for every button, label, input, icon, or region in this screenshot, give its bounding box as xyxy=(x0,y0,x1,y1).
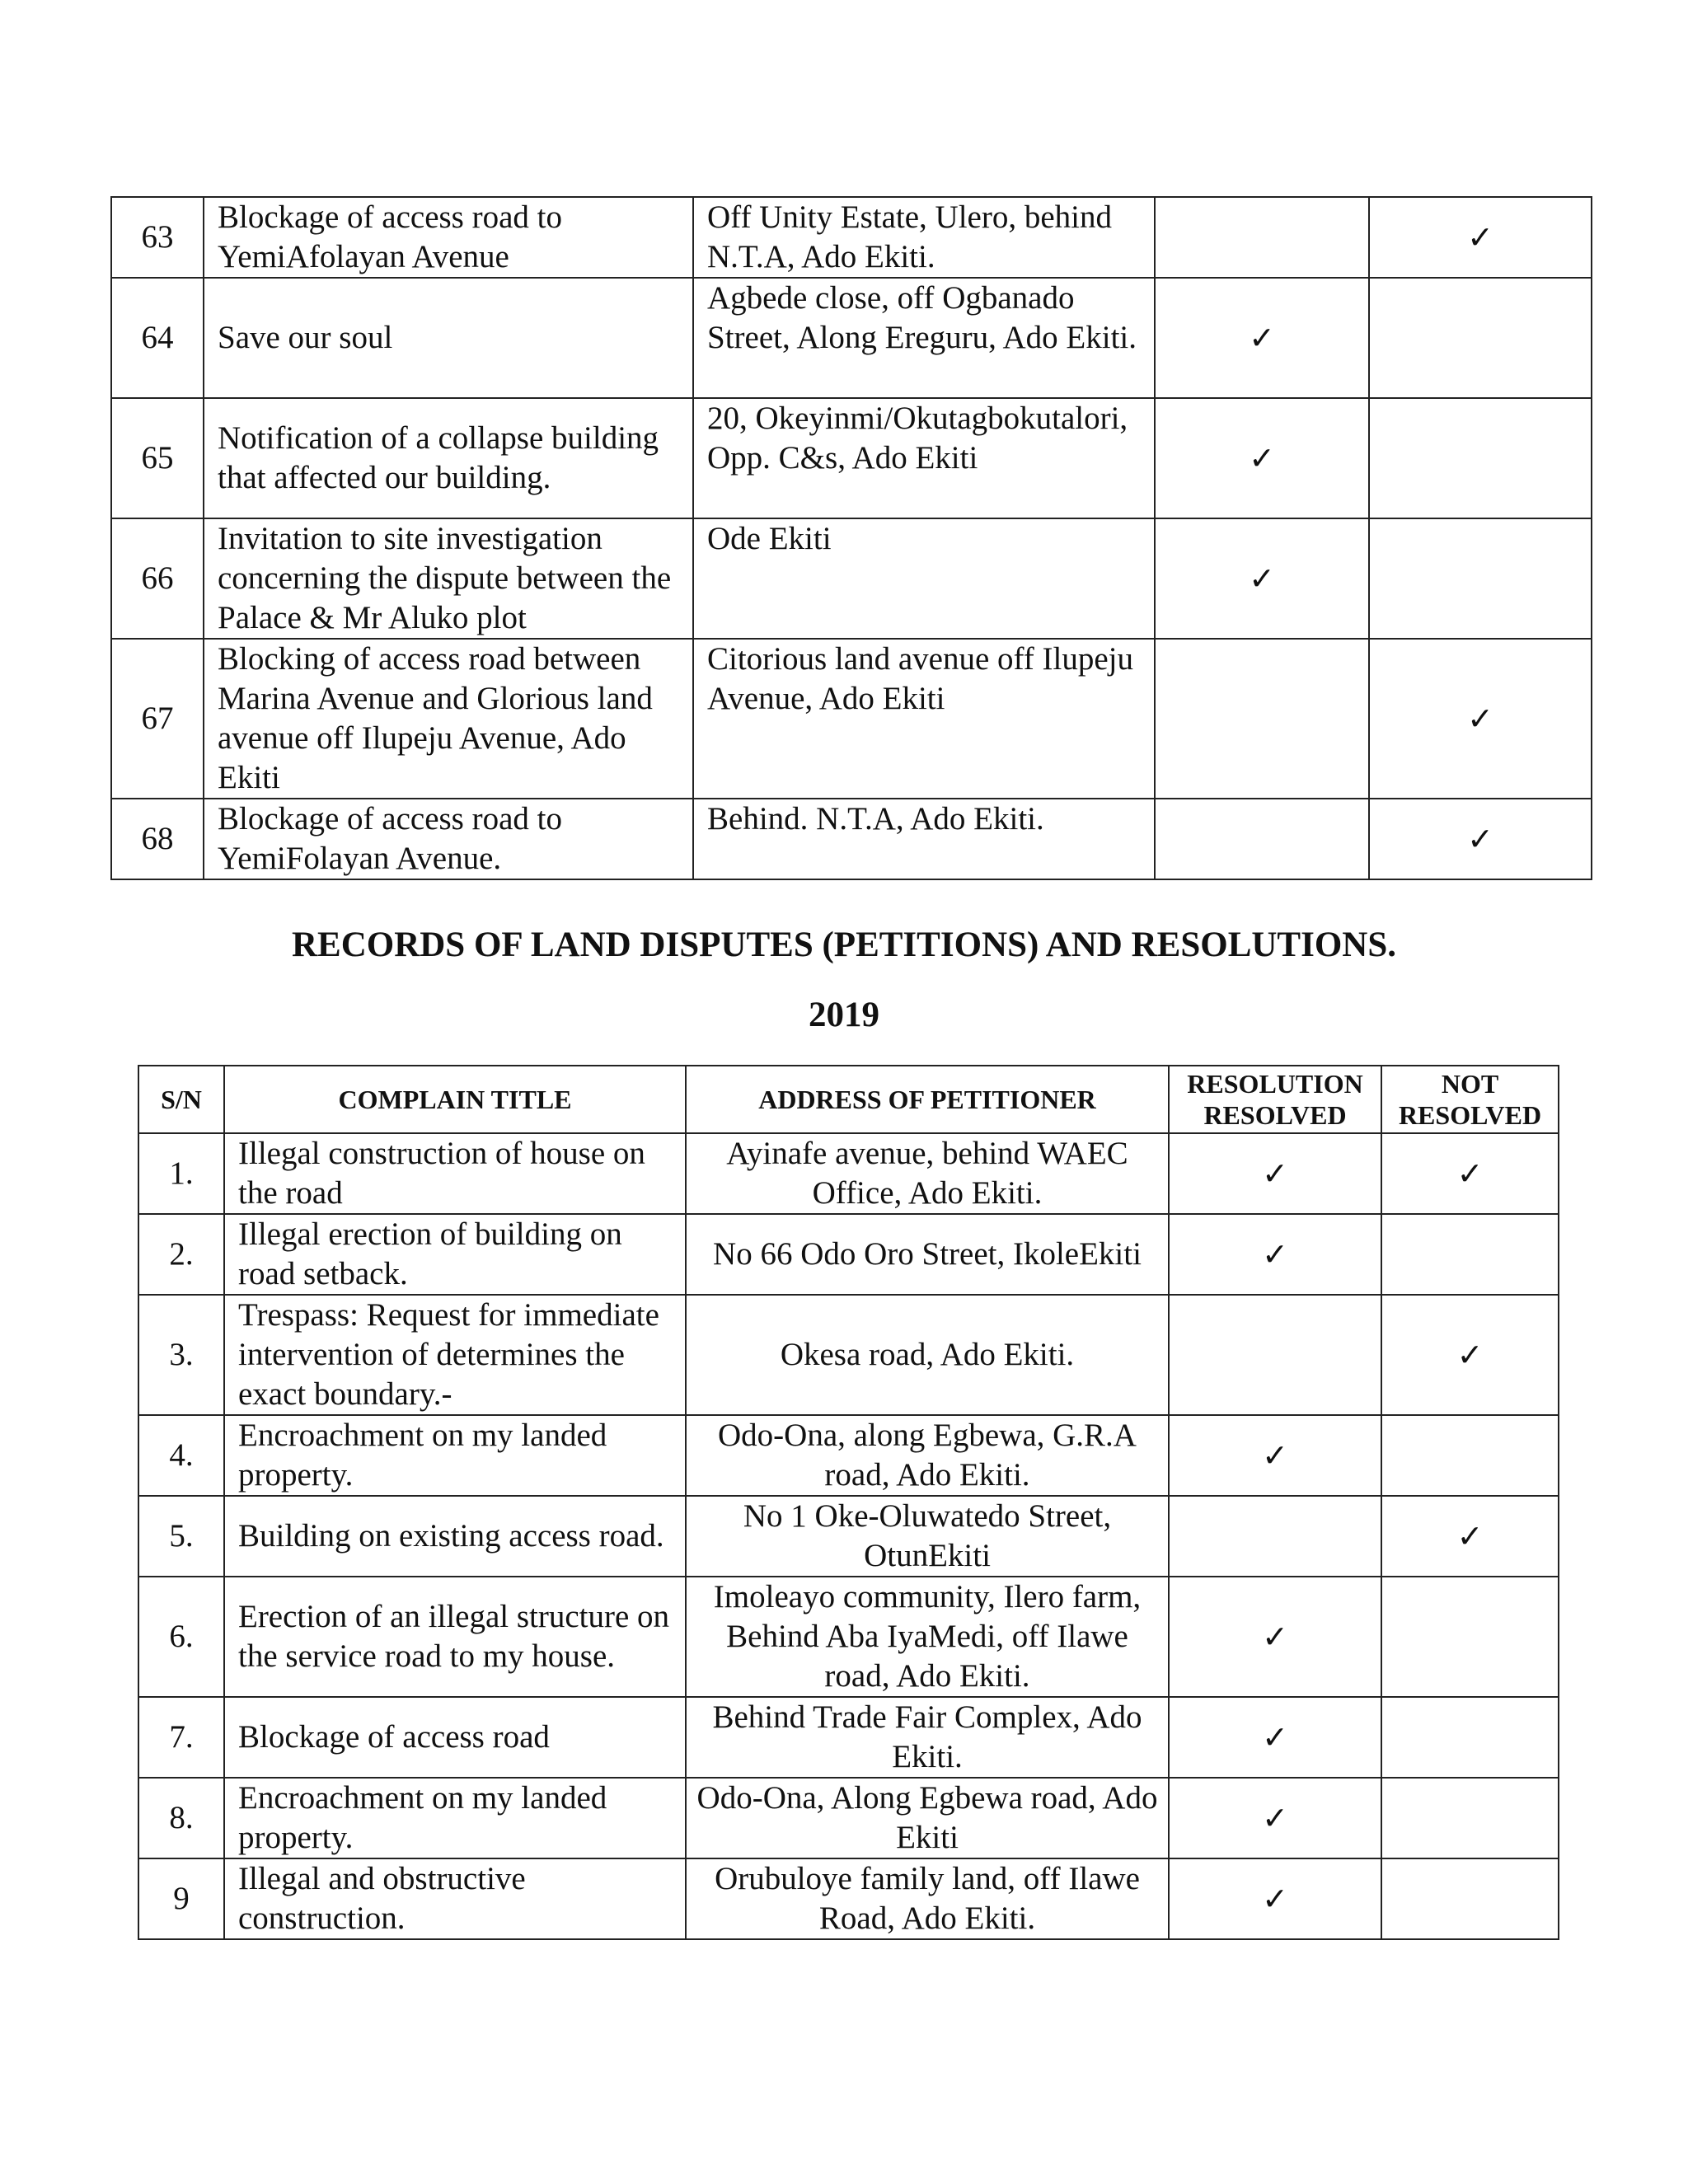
not-resolved-check-cell xyxy=(1369,278,1592,398)
address-cell: No 66 Odo Oro Street, IkoleEkiti xyxy=(686,1214,1169,1295)
not-resolved-check-cell xyxy=(1369,518,1592,639)
resolved-check-cell xyxy=(1155,197,1369,278)
table-row xyxy=(138,1858,1559,1939)
not-resolved-check-cell: ✓ xyxy=(1369,799,1592,879)
table-row xyxy=(111,639,1592,799)
complain-title-cell: Invitation to site investigation concerning the dispute between the Palace & Mr Aluko plot xyxy=(204,518,693,639)
sn-cell: 9 xyxy=(138,1858,224,1939)
table-row xyxy=(111,518,1592,639)
sn-cell: 2. xyxy=(138,1214,224,1295)
sn-cell: 7. xyxy=(138,1697,224,1778)
resolved-check-cell: ✓ xyxy=(1155,518,1369,639)
table-row xyxy=(111,197,1592,278)
address-cell: Ayinafe avenue, behind WAEC Office, Ado Ekiti. xyxy=(686,1133,1169,1214)
complain-title-cell: Trespass: Request for immediate intervention of determines the exact boundary.- xyxy=(224,1295,686,1415)
not-resolved-check-cell xyxy=(1381,1697,1559,1778)
table-row xyxy=(138,1496,1559,1577)
resolved-check-cell: ✓ xyxy=(1169,1415,1381,1496)
table-row xyxy=(138,1133,1559,1214)
resolved-check-cell: ✓ xyxy=(1155,278,1369,398)
petitions-table-continued xyxy=(110,196,1592,880)
address-cell: Odo-Ona, along Egbewa, G.R.A road, Ado Ekiti. xyxy=(686,1415,1169,1496)
not-resolved-check-cell: ✓ xyxy=(1381,1496,1559,1577)
table-row xyxy=(138,1778,1559,1858)
resolved-check-cell: ✓ xyxy=(1169,1858,1381,1939)
table-row xyxy=(111,278,1592,398)
header-address: ADDRESS OF PETITIONER xyxy=(686,1066,1169,1133)
resolved-check-cell xyxy=(1169,1496,1381,1577)
address-cell: Odo-Ona, Along Egbewa road, Ado Ekiti xyxy=(686,1778,1169,1858)
year-heading: 2019 xyxy=(809,996,879,1034)
sn-cell: 65 xyxy=(111,398,204,518)
resolved-check-cell: ✓ xyxy=(1169,1133,1381,1214)
sn-cell: 3. xyxy=(138,1295,224,1415)
complain-title-cell: Illegal construction of house on the road xyxy=(224,1133,686,1214)
sn-cell: 66 xyxy=(111,518,204,639)
table-row xyxy=(138,1295,1559,1415)
complain-title-cell: Blockage of access road xyxy=(224,1697,686,1778)
sn-cell: 1. xyxy=(138,1133,224,1214)
address-cell: Citorious land avenue off Ilupeju Avenue, Ado Ekiti xyxy=(693,639,1155,799)
address-cell: Behind. N.T.A, Ado Ekiti. xyxy=(693,799,1155,879)
table-row xyxy=(138,1697,1559,1778)
sn-cell: 4. xyxy=(138,1415,224,1496)
table-row xyxy=(111,398,1592,518)
resolved-check-cell: ✓ xyxy=(1169,1778,1381,1858)
address-cell: Agbede close, off Ogbanado Street, Along Ereguru, Ado Ekiti. xyxy=(693,278,1155,398)
address-cell: Ode Ekiti xyxy=(693,518,1155,639)
complain-title-cell: Encroachment on my landed property. xyxy=(224,1778,686,1858)
sn-cell: 64 xyxy=(111,278,204,398)
not-resolved-check-cell xyxy=(1369,398,1592,518)
not-resolved-check-cell xyxy=(1381,1778,1559,1858)
address-cell: Off Unity Estate, Ulero, behind N.T.A, Ado Ekiti. xyxy=(693,197,1155,278)
complain-title-cell: Illegal and obstructive construction. xyxy=(224,1858,686,1939)
sn-cell: 8. xyxy=(138,1778,224,1858)
resolved-check-cell: ✓ xyxy=(1155,398,1369,518)
not-resolved-check-cell: ✓ xyxy=(1381,1295,1559,1415)
complain-title-cell: Erection of an illegal structure on the service road to my house. xyxy=(224,1577,686,1697)
resolved-check-cell xyxy=(1169,1295,1381,1415)
complain-title-cell: Save our soul xyxy=(204,278,693,398)
header-complain-title: COMPLAIN TITLE xyxy=(224,1066,686,1133)
sn-cell: 67 xyxy=(111,639,204,799)
not-resolved-check-cell: ✓ xyxy=(1369,639,1592,799)
address-cell: 20, Okeyinmi/Okutagbokutalori, Opp. C&s, Ado Ekiti xyxy=(693,398,1155,518)
address-cell: No 1 Oke-Oluwatedo Street, OtunEkiti xyxy=(686,1496,1169,1577)
not-resolved-check-cell: ✓ xyxy=(1369,197,1592,278)
table-header-row xyxy=(138,1066,1559,1133)
complain-title-cell: Notification of a collapse building that affected our building. xyxy=(204,398,693,518)
resolved-check-cell xyxy=(1155,639,1369,799)
not-resolved-check-cell xyxy=(1381,1415,1559,1496)
petitions-table-2019 xyxy=(138,1065,1559,1940)
table-row xyxy=(138,1214,1559,1295)
not-resolved-check-cell xyxy=(1381,1577,1559,1697)
table-row xyxy=(138,1415,1559,1496)
complain-title-cell: Encroachment on my landed property. xyxy=(224,1415,686,1496)
not-resolved-check-cell: ✓ xyxy=(1381,1133,1559,1214)
address-cell: Imoleayo community, Ilero farm, Behind Aba IyaMedi, off Ilawe road, Ado Ekiti. xyxy=(686,1577,1169,1697)
address-cell: Behind Trade Fair Complex, Ado Ekiti. xyxy=(686,1697,1169,1778)
resolved-check-cell: ✓ xyxy=(1169,1214,1381,1295)
address-cell: Orubuloye family land, off Ilawe Road, Ado Ekiti. xyxy=(686,1858,1169,1939)
sn-cell: 68 xyxy=(111,799,204,879)
header-sn: S/N xyxy=(138,1066,224,1133)
not-resolved-check-cell xyxy=(1381,1214,1559,1295)
address-cell: Okesa road, Ado Ekiti. xyxy=(686,1295,1169,1415)
table-row xyxy=(111,799,1592,879)
sn-cell: 6. xyxy=(138,1577,224,1697)
complain-title-cell: Illegal erection of building on road setback. xyxy=(224,1214,686,1295)
resolved-check-cell: ✓ xyxy=(1169,1697,1381,1778)
not-resolved-check-cell xyxy=(1381,1858,1559,1939)
header-resolution-resolved: RESOLUTION RESOLVED xyxy=(1169,1066,1381,1133)
complain-title-cell: Blockage of access road to YemiAfolayan Avenue xyxy=(204,197,693,278)
resolved-check-cell xyxy=(1155,799,1369,879)
complain-title-cell: Building on existing access road. xyxy=(224,1496,686,1577)
sn-cell: 5. xyxy=(138,1496,224,1577)
section-heading: RECORDS OF LAND DISPUTES (PETITIONS) AND RESOLUTIONS. xyxy=(291,926,1397,964)
complain-title-cell: Blocking of access road between Marina Avenue and Glorious land avenue off Ilupeju Avenue, Ado Ekiti xyxy=(204,639,693,799)
complain-title-cell: Blockage of access road to YemiFolayan Avenue. xyxy=(204,799,693,879)
header-not-resolved: NOT RESOLVED xyxy=(1381,1066,1559,1133)
sn-cell: 63 xyxy=(111,197,204,278)
table-row xyxy=(138,1577,1559,1697)
resolved-check-cell: ✓ xyxy=(1169,1577,1381,1697)
